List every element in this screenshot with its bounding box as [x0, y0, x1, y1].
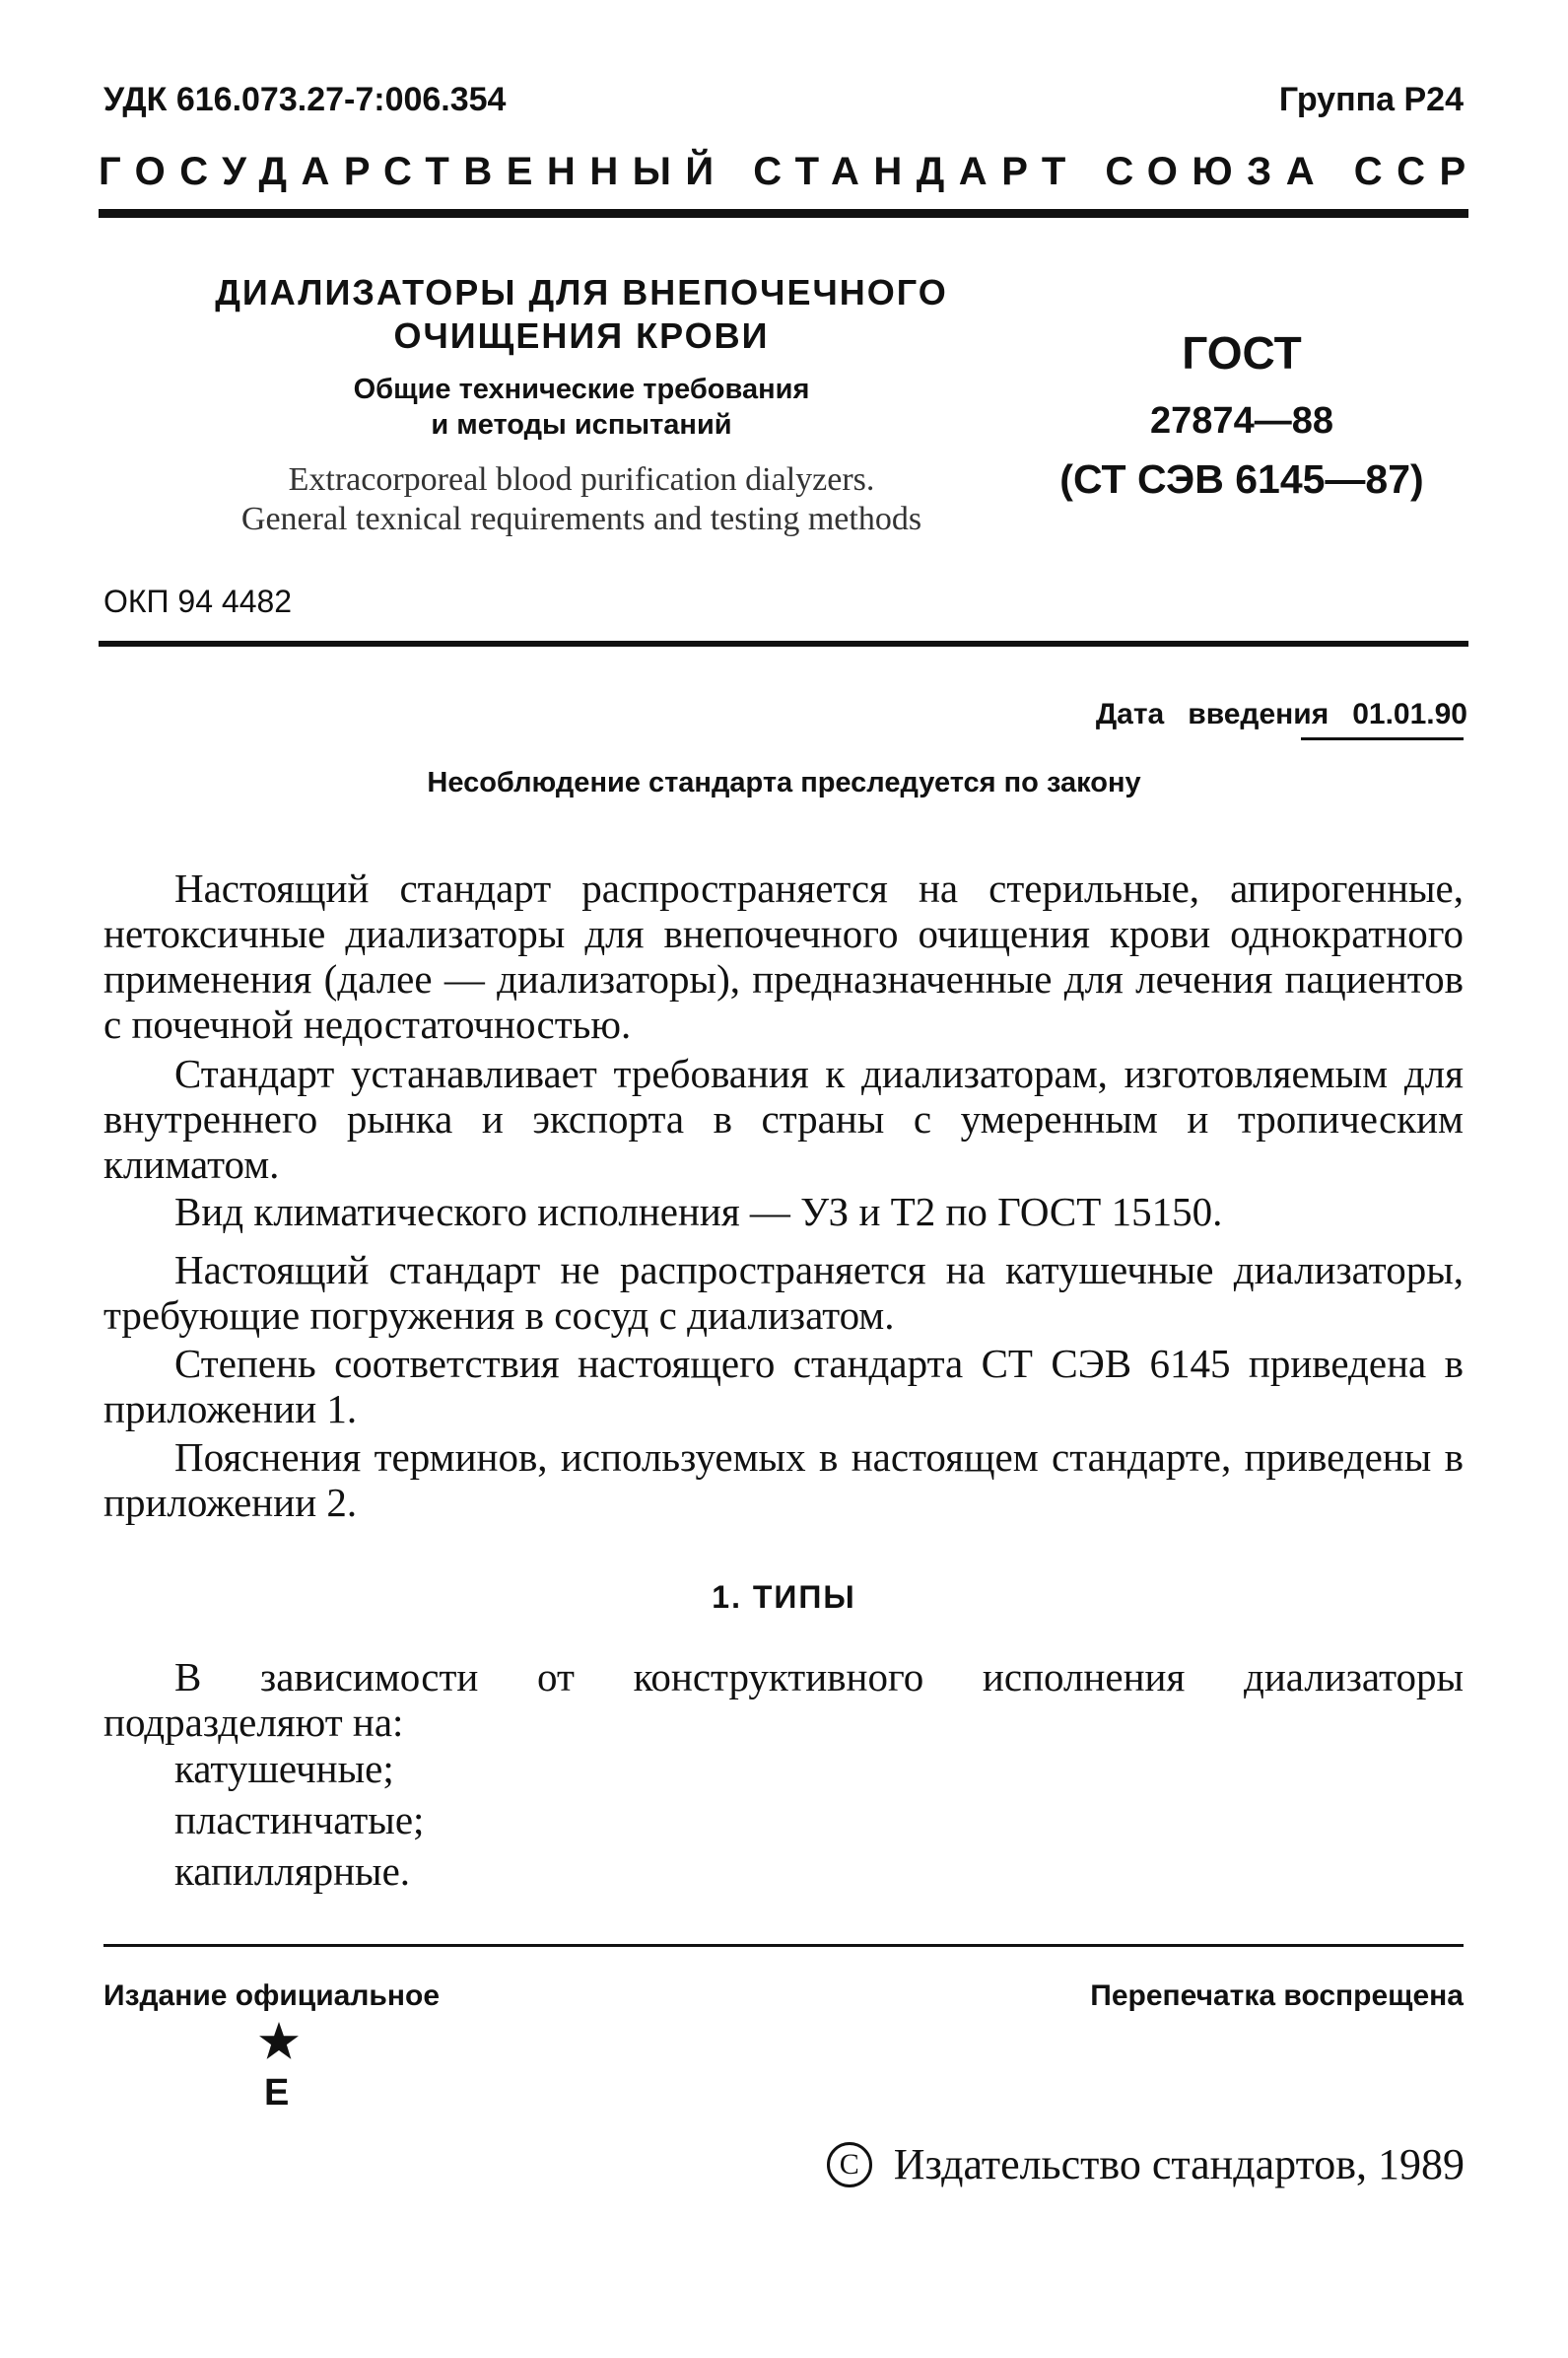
header-rule — [99, 209, 1468, 218]
title-en-line2: General texnical requirements and testing methods — [240, 501, 922, 537]
title-main-line1: ДИАЛИЗАТОРЫ ДЛЯ ВНЕПОЧЕЧНОГО — [215, 272, 948, 312]
copyright-icon: C — [827, 2142, 872, 2187]
paragraph-text: Настоящий стандарт не распространяется на катушечные диализаторы, требующие погружения в сосуд с диализатом. — [103, 1247, 1464, 1338]
footer-row — [103, 1979, 1464, 2013]
gost-designation — [1015, 325, 1468, 507]
copyright-line — [827, 2139, 1465, 2189]
mark-letter: E — [264, 2072, 290, 2114]
title-sub-line2: и методы испытаний — [431, 409, 732, 441]
paragraph-climate — [103, 1189, 1464, 1234]
udk-code: УДК 616.073.27-7:006.354 — [103, 81, 507, 118]
date-value: 01.01.90 — [1352, 698, 1467, 730]
state-standard-heading: ГОСУДАРСТВЕННЫЙ СТАНДАРТ СОЮЗА ССР — [99, 150, 1480, 193]
list-item: пластинчатые; — [174, 1797, 425, 1842]
okp-code: ОКП 94 4482 — [103, 584, 293, 619]
okp-rule — [99, 641, 1468, 647]
title-en-line1: Extracorporeal blood purification dialyzers. — [288, 461, 875, 498]
list-item: капиллярные. — [174, 1848, 411, 1894]
introduction-date — [1096, 698, 1467, 731]
footer-rule — [103, 1944, 1464, 1947]
paragraph-requirements — [103, 1051, 1464, 1187]
paragraph-text: Настоящий стандарт распространяется на стерильные, апирогенные, нетоксичные диализаторы для внепочечного очищения крови однократного применения (далее — диализаторы), предназначенные для лечения пациентов с почечной недостаточностью. — [103, 866, 1464, 1047]
date-label-1: Дата — [1095, 698, 1165, 730]
top-header-row — [103, 81, 1464, 119]
star-icon — [258, 2021, 300, 2062]
types-list — [174, 1743, 424, 1897]
section-heading-types: 1. ТИПЫ — [712, 1579, 856, 1615]
paragraph-text: Стандарт устанавливает требования к диализаторам, изготовляемым для внутреннего рынка и экспорта в страны с умеренным и тропическим климатом. — [103, 1051, 1464, 1187]
paragraph-scope — [103, 866, 1464, 1047]
copyright-text: Издательство стандартов, 1989 — [893, 2140, 1465, 2188]
paragraph-text: Вид климатического исполнения — УЗ и Т2 по ГОСТ 15150. — [174, 1189, 1223, 1234]
date-underline — [1301, 737, 1464, 740]
section-intro — [103, 1654, 1464, 1745]
gost-sev-number: (СТ СЭВ 6145—87) — [1059, 456, 1424, 502]
paragraph-text: В зависимости от конструктивного исполнения диализаторы подразделяют на: — [103, 1654, 1464, 1745]
paragraph-terms — [103, 1434, 1464, 1525]
paragraph-text: Степень соответствия настоящего стандарта СТ СЭВ 6145 приведена в приложении 1. — [103, 1341, 1464, 1431]
group-code: Группа Р24 — [1278, 81, 1464, 118]
list-item: катушечные; — [174, 1746, 394, 1791]
reprint-prohibited: Перепечатка воспрещена — [1090, 1979, 1464, 2012]
title-sub-line1: Общие технические требования — [353, 374, 810, 405]
legal-notice: Несоблюдение стандарта преследуется по закону — [427, 767, 1141, 798]
title-block — [187, 271, 976, 539]
paragraph-conformity — [103, 1341, 1464, 1431]
title-main-line2: ОЧИЩЕНИЯ КРОВИ — [393, 315, 770, 356]
gost-word: ГОСТ — [1182, 327, 1302, 379]
paragraph-text: Пояснения терминов, используемых в настоящем стандарте, приведены в приложении 2. — [103, 1434, 1464, 1525]
date-label-2: введения — [1188, 698, 1329, 730]
paragraph-exclusion — [103, 1247, 1464, 1338]
official-edition: Издание официальное — [103, 1979, 441, 2012]
gost-number: 27874—88 — [1150, 400, 1333, 442]
